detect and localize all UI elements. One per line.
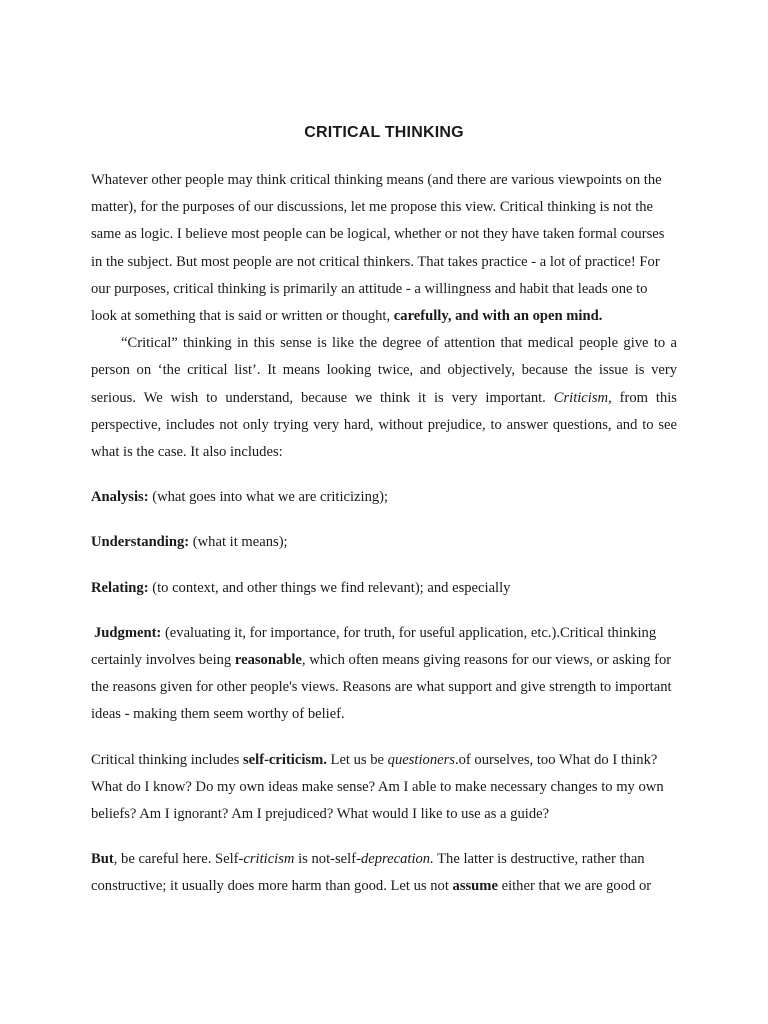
- list-item-term: Understanding:: [91, 534, 190, 551]
- paragraph-self-text-3: .of ourselves, too What do I think? What do I know? Do my own ideas make sense? Am I able to make necessary changes to my own beliefs? Am I ignorant? Am I prejudiced? What would I like to use as a guide?: [91, 751, 664, 823]
- list-item-desc: (what goes into what we are criticizing);: [148, 489, 389, 506]
- list-item-term: Analysis:: [91, 489, 149, 506]
- list-item-relating: [91, 575, 677, 602]
- document-title: CRITICAL THINKING: [304, 124, 464, 141]
- paragraph-judgment-text-2: , which often means giving reasons for our views, or asking for the reasons given for other people's views. Reasons are what support and give strength to important ideas - making them seem worthy of belief.: [91, 652, 672, 723]
- paragraph-self-text-2: Let us be: [326, 751, 388, 768]
- paragraph-intro-bold-end: carefully, and with an open mind.: [393, 308, 603, 325]
- paragraph-self-criticism: [91, 747, 677, 829]
- paragraph-but-text-3: The latter is destructive, rather than constructive; it usually does more harm than good. Let us not: [91, 851, 645, 895]
- paragraph-critical: [91, 330, 677, 466]
- paragraph-intro: [91, 167, 677, 330]
- paragraph-critical-italic: Criticism: [553, 389, 609, 406]
- paragraph-but-italic-2: deprecation.: [360, 851, 434, 868]
- list-item-term: Relating:: [91, 579, 149, 596]
- paragraph-but-bold-2: assume: [452, 878, 498, 895]
- paragraph-but-bold-1: But: [91, 851, 114, 868]
- paragraph-judgment-term: Judgment:: [94, 624, 162, 641]
- paragraph-critical-text-2: , from this perspective, includes not only trying very hard, without prejudice, to answer questions, and to see what is the case. It also includes:: [91, 389, 677, 461]
- paragraph-judgment-bold: reasonable: [234, 652, 302, 669]
- paragraph-but-text-4: either that we are good or: [497, 878, 652, 895]
- list-item-analysis: [91, 484, 677, 511]
- list-item-desc: (to context, and other things we find relevant); and especially: [148, 579, 511, 596]
- paragraph-intro-text: Whatever other people may think critical thinking means (and there are various viewpoints on the matter), for the purposes of our discussions, let me propose this view. Critical thinking is not the same as logic. I believe most people can be logical, whether or not they have taken formal courses in the subject. But most people are not critical thinkers. That takes practice - a lot of practice! For our purposes, critical thinking is primarily an attitude - a willingness and habit that leads one to look at something that is said or written or thought,: [91, 172, 665, 325]
- paragraph-but-text-1: , be careful here. Self-: [113, 851, 244, 868]
- paragraph-critical-text-1: “Critical” thinking in this sense is like the degree of attention that medical people give to a person on ‘the critical list’. It means looking twice, and objectively, because the issue is very serious. We wish to understand, because we think it is very important.: [91, 335, 677, 406]
- paragraph-but-text-2: is not-self-: [294, 851, 361, 868]
- paragraph-but: [91, 846, 677, 900]
- paragraph-self-text-1: Critical thinking includes: [91, 751, 243, 768]
- paragraph-judgment: [91, 620, 677, 729]
- paragraph-but-italic-1: criticism: [243, 851, 295, 868]
- list-item-desc: (what it means);: [189, 534, 288, 551]
- document-body: [91, 167, 677, 901]
- paragraph-self-italic: questioners: [387, 751, 455, 768]
- paragraph-judgment-text-1: (evaluating it, for importance, for truth, for useful application, etc.).Critical thinking certainly involves being: [91, 624, 657, 669]
- list-item-understanding: [91, 529, 677, 556]
- paragraph-self-bold: self-criticism.: [243, 751, 327, 768]
